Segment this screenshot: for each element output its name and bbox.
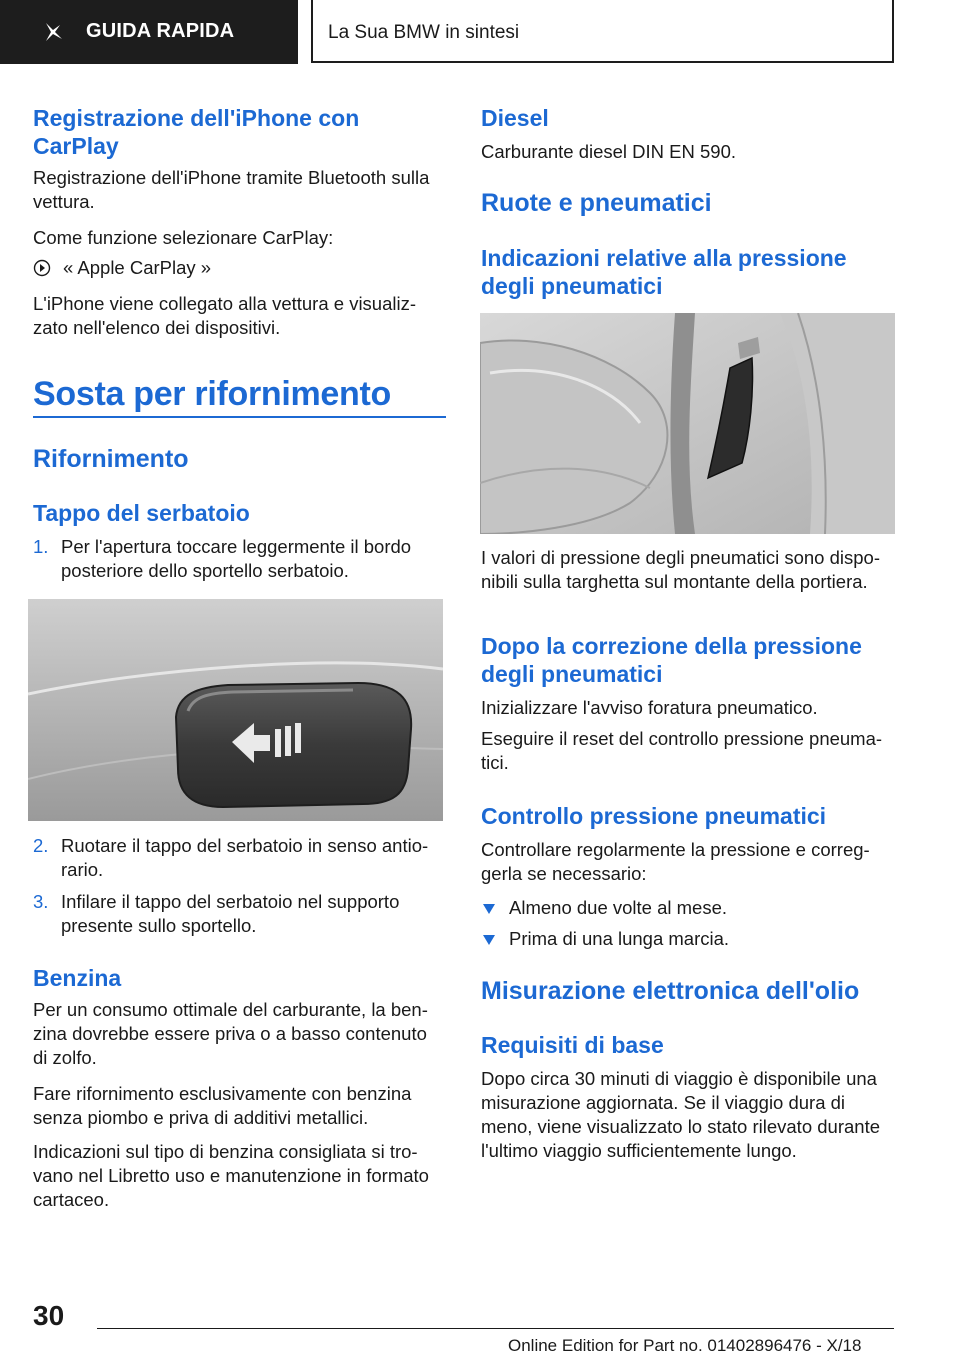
carplay-menu-label: « Apple CarPlay » bbox=[63, 257, 212, 278]
quick-guide-tab[interactable] bbox=[0, 0, 298, 64]
pressione-heading: Indicazioni relative alla pressione degli pneumatici bbox=[481, 245, 847, 299]
carplay-paragraph-1: Registrazione dell'iPhone tramite Bluetooth sulla vettura. bbox=[33, 167, 430, 212]
star-icon bbox=[42, 21, 64, 43]
carplay-heading-block bbox=[33, 104, 446, 160]
play-arrow-icon bbox=[33, 259, 51, 277]
footer-rule bbox=[97, 1328, 894, 1329]
edition-label: Online Edition for Part no. 01402896476 - X/18 bbox=[508, 1336, 862, 1355]
controllo-paragraph: Controllare regolarmente la pressione e correg- gerla se necessario: bbox=[481, 839, 870, 884]
carplay-paragraph-2: Come funzione selezionare CarPlay: bbox=[33, 227, 334, 248]
page-number: 30 bbox=[33, 1300, 65, 1331]
dopo-paragraph-2: Eseguire il reset del controllo pressione pneuma- tici. bbox=[481, 728, 883, 773]
rifornimento-heading: Rifornimento bbox=[33, 445, 189, 473]
section-header bbox=[311, 0, 894, 63]
step-3 bbox=[33, 890, 446, 938]
heading-rule bbox=[33, 416, 446, 418]
olio-heading: Misurazione elettronica dell'olio bbox=[481, 977, 860, 1005]
diesel-heading: Diesel bbox=[481, 105, 549, 131]
step-number: 3. bbox=[33, 891, 49, 912]
step-number: 1. bbox=[33, 536, 49, 557]
carplay-paragraph-3: L'iPhone viene collegato alla vettura e visualiz- zato nell'elenco dei dispositivi. bbox=[33, 293, 417, 338]
benzina-paragraph-1: Per un consumo ottimale del carburante, la ben- zina dovrebbe essere priva o a basso contenuto di zolfo. bbox=[33, 999, 428, 1068]
bullet-text: Almeno due volte al mese. bbox=[509, 897, 728, 918]
benzina-heading: Benzina bbox=[33, 965, 122, 991]
dopo-paragraph-1: Inizializzare l'avviso foratura pneumatico. bbox=[481, 697, 818, 718]
bullet-text: Prima di una lunga marcia. bbox=[509, 928, 730, 949]
step-text: Infilare il tappo del serbatoio nel supporto presente sullo sportello. bbox=[61, 891, 400, 936]
section-title: La Sua BMW in sintesi bbox=[328, 22, 520, 43]
ruote-heading: Ruote e pneumatici bbox=[481, 189, 712, 217]
step-text: Per l'apertura toccare leggermente il bordo posteriore dello sportello serbatoio. bbox=[61, 536, 412, 581]
benzina-paragraph-2: Fare rifornimento esclusivamente con benzina senza piombo e priva di additivi metallici. bbox=[33, 1083, 412, 1128]
step-text: Ruotare il tappo del serbatoio in senso antio- rario. bbox=[61, 835, 429, 880]
benzina-paragraph-3: Indicazioni sul tipo di benzina consigliata si tro- vano nel Libretto uso e manutenzione in formato cartaceo. bbox=[33, 1141, 429, 1210]
bullet-triangle-icon bbox=[483, 935, 495, 945]
bullet-item bbox=[481, 927, 896, 951]
refuel-heading: Sosta per rifornimento bbox=[33, 375, 392, 413]
step-number: 2. bbox=[33, 835, 49, 856]
controllo-heading: Controllo pressione pneumatici bbox=[481, 803, 827, 829]
dopo-heading: Dopo la correzione della pressione degli pneumatici bbox=[481, 633, 862, 687]
carplay-menu-item bbox=[33, 256, 446, 280]
bullet-item bbox=[481, 896, 896, 920]
bullet-triangle-icon bbox=[483, 904, 495, 914]
tire-pressure-label-image bbox=[480, 313, 895, 534]
step-2 bbox=[33, 834, 446, 882]
requisiti-heading: Requisiti di base bbox=[481, 1032, 664, 1058]
quick-guide-label: GUIDA RAPIDA bbox=[86, 20, 235, 42]
diesel-paragraph: Carburante diesel DIN EN 590. bbox=[481, 141, 737, 162]
carplay-heading: Registrazione dell'iPhone con CarPlay bbox=[33, 105, 360, 159]
tappo-heading: Tappo del serbatoio bbox=[33, 500, 250, 526]
requisiti-paragraph: Dopo circa 30 minuti di viaggio è disponibile una misurazione aggiornata. Se il viaggio dura di meno, viene visualizzato lo stato rilevato durante l'ultimo viaggio sufficientemente lungo. bbox=[481, 1068, 880, 1161]
step-1 bbox=[33, 535, 446, 583]
pressione-paragraph: I valori di pressione degli pneumatici sono dispo- nibili sulla targhetta sul montante della portiera. bbox=[481, 547, 880, 592]
fuel-cap-image bbox=[28, 599, 443, 821]
